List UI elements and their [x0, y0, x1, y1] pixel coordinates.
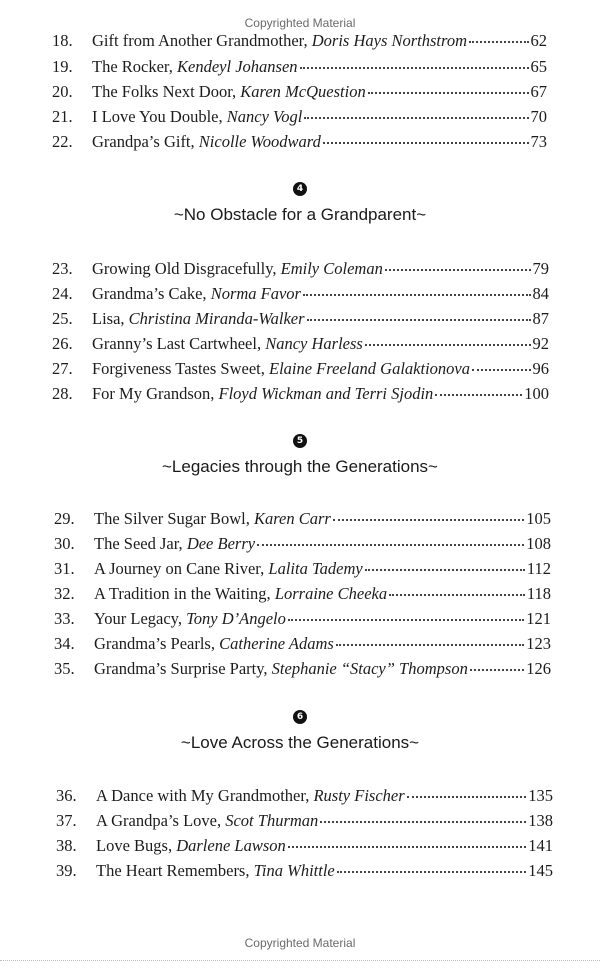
dot-leader [470, 663, 524, 671]
entry-number: 22. [52, 132, 73, 151]
entry-title: Lisa, [92, 309, 125, 328]
entry-author: Kendeyl Johansen [177, 57, 298, 76]
toc-entry[interactable] [54, 658, 551, 680]
entry-title: Love Bugs, [96, 836, 173, 855]
entry-number: 34. [54, 634, 75, 653]
entry-page: 121 [526, 609, 551, 628]
toc-entry[interactable] [52, 308, 549, 330]
entry-author: Elaine Freeland Galaktionova [268, 359, 470, 378]
entry-page: 92 [532, 334, 549, 353]
entry-author: Darlene Lawson [176, 836, 286, 855]
entry-title: Forgiveness Tastes Sweet, [92, 359, 265, 378]
entry-number: 29. [54, 509, 75, 528]
entry-page: 138 [528, 811, 553, 830]
entry-number: 18. [52, 31, 73, 50]
section-heading-4 [0, 182, 600, 225]
entry-number: 27. [52, 359, 73, 378]
entry-number: 32. [54, 584, 75, 603]
entry-author: Rusty Fischer [313, 786, 405, 805]
entry-number: 39. [56, 861, 77, 880]
entry-title: Granny’s Last Cartwheel, [92, 334, 262, 353]
toc-entry[interactable] [54, 583, 551, 605]
entry-title: Gift from Another Grandmother, [92, 31, 308, 50]
toc-entry[interactable] [54, 558, 551, 580]
dot-leader [307, 313, 531, 321]
copyright-watermark-top: Copyrighted Material [244, 16, 356, 30]
entry-page: 112 [526, 559, 551, 578]
toc-entry[interactable] [54, 508, 551, 530]
toc-entry[interactable] [56, 860, 553, 882]
dot-leader [336, 638, 524, 646]
entry-number: 26. [52, 334, 73, 353]
entry-author: Dee Berry [186, 534, 256, 553]
dot-leader [304, 111, 528, 119]
entry-title: I Love You Double, [92, 107, 223, 126]
entry-number: 30. [54, 534, 75, 553]
toc-entry[interactable] [56, 785, 553, 807]
entry-number: 19. [52, 57, 73, 76]
toc-entry[interactable] [52, 30, 547, 52]
dot-leader [320, 815, 526, 823]
entry-title: The Rocker, [92, 57, 173, 76]
entry-page: 87 [532, 309, 549, 328]
entry-title: Grandma’s Surprise Party, [94, 659, 268, 678]
entry-page: 84 [532, 284, 549, 303]
entry-page: 100 [524, 384, 549, 403]
dot-leader [288, 613, 524, 621]
entry-author: Tony D’Angelo [186, 609, 286, 628]
entry-title: A Dance with My Grandmother, [96, 786, 310, 805]
dot-leader [323, 136, 529, 144]
dot-leader [385, 263, 531, 271]
section-title: ~Legacies through the Generations~ [162, 457, 438, 476]
dot-leader [303, 288, 531, 296]
entry-number: 25. [52, 309, 73, 328]
entry-title: A Grandpa’s Love, [96, 811, 222, 830]
entry-number: 37. [56, 811, 77, 830]
section-number-badge: 5 [293, 434, 307, 448]
entry-page: 126 [526, 659, 551, 678]
entry-title: The Heart Remembers, [96, 861, 250, 880]
dot-leader [435, 388, 522, 396]
dot-leader [333, 513, 524, 521]
entry-number: 23. [52, 259, 73, 278]
entry-author: Lalita Tademy [268, 559, 363, 578]
entry-author: Doris Hays Northstrom [311, 31, 467, 50]
entry-author: Christina Miranda-Walker [128, 309, 305, 328]
toc-entry[interactable] [56, 835, 553, 857]
toc-entry[interactable] [56, 810, 553, 832]
dot-leader [365, 338, 531, 346]
section-number-badge: 4 [293, 182, 307, 196]
entry-author: Emily Coleman [280, 259, 383, 278]
dot-leader [407, 790, 527, 798]
entry-page: 79 [532, 259, 549, 278]
dot-leader [472, 363, 531, 371]
entry-page: 65 [530, 57, 547, 76]
dot-leader [469, 35, 529, 43]
entry-title: The Silver Sugar Bowl, [94, 509, 250, 528]
toc-entry[interactable] [52, 106, 547, 128]
toc-entry[interactable] [52, 56, 547, 78]
entry-page: 108 [526, 534, 551, 553]
entry-author: Karen McQuestion [240, 82, 366, 101]
entry-title: For My Grandson, [92, 384, 215, 403]
entry-number: 28. [52, 384, 73, 403]
entry-page: 141 [528, 836, 553, 855]
entry-page: 73 [530, 132, 547, 151]
entry-page: 67 [530, 82, 547, 101]
section-title: ~Love Across the Generations~ [180, 733, 420, 752]
entry-page: 105 [526, 509, 551, 528]
toc-entry[interactable] [54, 533, 551, 555]
section-heading-6 [0, 710, 600, 753]
entry-author: Nancy Vogl [226, 107, 303, 126]
dot-leader [337, 865, 527, 873]
copyright-watermark-bottom: Copyrighted Material [244, 936, 356, 950]
dot-leader [257, 538, 524, 546]
toc-entry[interactable] [52, 333, 549, 355]
entry-author: Nancy Harless [265, 334, 363, 353]
entry-number: 33. [54, 609, 75, 628]
entry-title: Growing Old Disgracefully, [92, 259, 277, 278]
entry-page: 62 [530, 31, 547, 50]
toc-entry[interactable] [52, 358, 549, 380]
entry-number: 20. [52, 82, 73, 101]
dot-leader [368, 86, 529, 94]
toc-entry[interactable] [52, 283, 549, 305]
entry-title: A Tradition in the Waiting, [94, 584, 271, 603]
entry-number: 35. [54, 659, 75, 678]
entry-page: 70 [530, 107, 547, 126]
entry-number: 31. [54, 559, 75, 578]
section-number-badge: 6 [293, 710, 307, 724]
entry-page: 96 [532, 359, 549, 378]
entry-page: 135 [528, 786, 553, 805]
section-title: ~No Obstacle for a Grandparent~ [173, 205, 427, 224]
entry-title: Grandma’s Cake, [92, 284, 207, 303]
entry-author: Catherine Adams [219, 634, 334, 653]
dot-leader [389, 588, 525, 596]
entry-page: 145 [528, 861, 553, 880]
entry-author: Stephanie “Stacy” Thompson [271, 659, 468, 678]
entry-author: Nicolle Woodward [198, 132, 321, 151]
entry-number: 38. [56, 836, 77, 855]
entry-author: Lorraine Cheeka [274, 584, 388, 603]
entry-author: Floyd Wickman and Terri Sjodin [218, 384, 434, 403]
entry-number: 36. [56, 786, 77, 805]
entry-author: Norma Favor [210, 284, 301, 303]
entry-title: Your Legacy, [94, 609, 182, 628]
toc-entry[interactable] [52, 383, 549, 405]
dot-leader [288, 840, 526, 848]
entry-author: Tina Whittle [253, 861, 335, 880]
entry-title: Grandma’s Pearls, [94, 634, 215, 653]
entry-page: 123 [526, 634, 551, 653]
toc-entry[interactable] [52, 258, 549, 280]
entry-title: Grandpa’s Gift, [92, 132, 195, 151]
dot-leader [300, 61, 529, 69]
toc-entry[interactable] [52, 131, 547, 153]
entry-author: Karen Carr [253, 509, 331, 528]
page-edge [0, 960, 600, 961]
entry-number: 24. [52, 284, 73, 303]
toc-entry[interactable] [54, 633, 551, 655]
entry-title: The Seed Jar, [94, 534, 183, 553]
entry-number: 21. [52, 107, 73, 126]
toc-entry[interactable] [52, 81, 547, 103]
entry-title: The Folks Next Door, [92, 82, 237, 101]
section-heading-5 [0, 434, 600, 477]
dot-leader [365, 563, 525, 571]
entry-title: A Journey on Cane River, [94, 559, 265, 578]
entry-author: Scot Thurman [225, 811, 319, 830]
toc-entry[interactable] [54, 608, 551, 630]
entry-page: 118 [526, 584, 551, 603]
